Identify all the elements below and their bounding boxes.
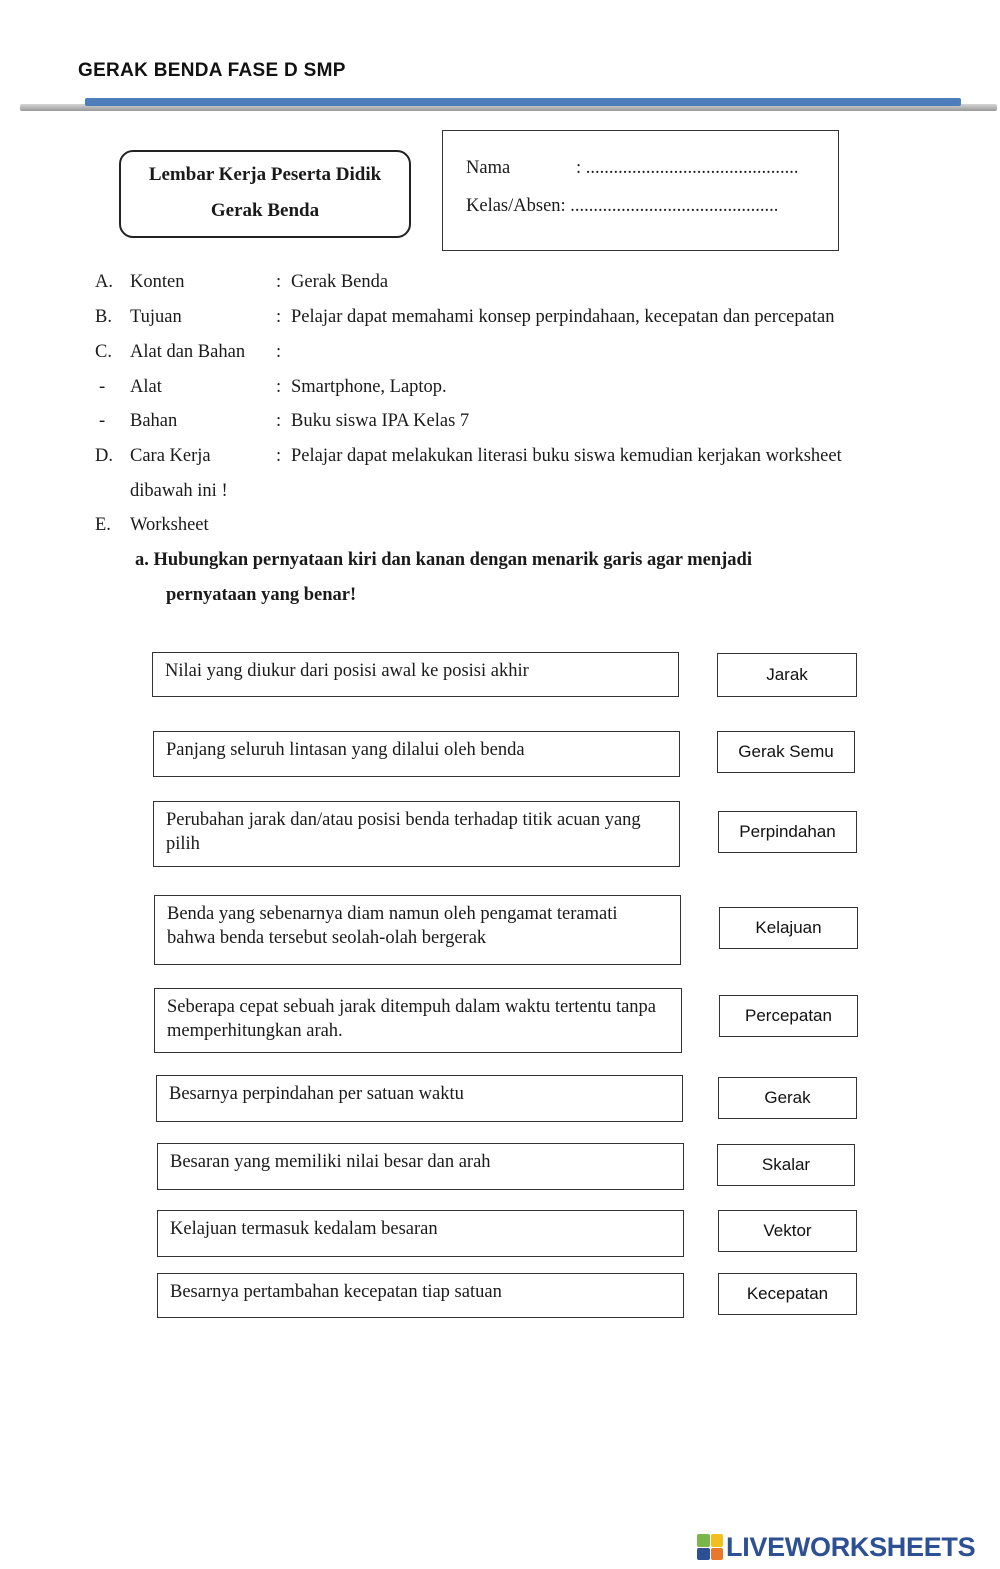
section-value: Gerak Benda (291, 272, 389, 292)
option-kecepatan[interactable]: Kecepatan (718, 1273, 857, 1315)
section-value: Buku siswa IPA Kelas 7 (291, 411, 470, 431)
section-marker: - (99, 411, 106, 431)
statement-box[interactable]: Kelajuan termasuk kedalam besaran (157, 1210, 684, 1257)
class-row (466, 196, 778, 217)
section-colon: : (276, 272, 282, 292)
liveworksheets-logo[interactable] (697, 1530, 975, 1564)
option-perpindahan[interactable]: Perpindahan (718, 811, 857, 853)
option-skalar[interactable]: Skalar (717, 1144, 855, 1186)
name-row (466, 158, 799, 179)
liveworksheets-logo-icon (697, 1534, 723, 1560)
section-key: Bahan (130, 411, 178, 431)
option-percepatan[interactable]: Percepatan (719, 995, 858, 1037)
logo-tile (711, 1548, 724, 1561)
section-colon: : (276, 307, 282, 327)
option-gerak-semu[interactable]: Gerak Semu (717, 731, 855, 773)
section-colon: : (276, 377, 282, 397)
section-key: Alat (130, 377, 162, 397)
section-marker: - (99, 377, 106, 397)
section-marker: E. (95, 515, 111, 535)
statement-box[interactable]: Besarnya perpindahan per satuan waktu (156, 1075, 683, 1122)
worksheet-title-line1: Lembar Kerja Peserta Didik (148, 164, 382, 185)
option-jarak[interactable]: Jarak (717, 653, 857, 697)
section-value: Pelajar dapat melakukan literasi buku siswa kemudian kerjakan worksheet (291, 446, 842, 466)
section-colon: : (276, 411, 282, 431)
header-divider (85, 98, 961, 106)
section-marker: C. (95, 342, 112, 362)
name-label: Nama (466, 158, 511, 178)
statement-box[interactable]: Panjang seluruh lintasan yang dilalui oleh benda (153, 731, 680, 777)
section-key: Cara Kerja (130, 446, 211, 466)
section-colon: : (276, 446, 282, 466)
worksheet-title-box (119, 150, 411, 238)
student-identity-box (442, 130, 839, 251)
statement-box[interactable]: Benda yang sebenarnya diam namun oleh pengamat teramati bahwa benda tersebut seolah-olah bergerak (154, 895, 681, 965)
option-gerak[interactable]: Gerak (718, 1077, 857, 1119)
section-key: Worksheet (130, 515, 209, 535)
section-key: Konten (130, 272, 185, 292)
section-marker: D. (95, 446, 113, 466)
worksheet-title-line2: Gerak Benda (210, 200, 320, 221)
logo-tile (697, 1534, 710, 1547)
statement-box[interactable]: Perubahan jarak dan/atau posisi benda terhadap titik acuan yang pilih (153, 801, 680, 867)
instruction-line1: a. Hubungkan pernyataan kiri dan kanan dengan menarik garis agar menjadi (135, 550, 752, 570)
option-vektor[interactable]: Vektor (718, 1210, 857, 1252)
section-key: Tujuan (130, 307, 182, 327)
class-field[interactable]: : ............................................. (560, 196, 779, 216)
option-kelajuan[interactable]: Kelajuan (719, 907, 858, 949)
section-value: Smartphone, Laptop. (291, 377, 447, 397)
logo-text: LIVEWORKSHEETS (726, 1531, 976, 1562)
section-marker: A. (95, 272, 113, 292)
statement-box[interactable]: Besarnya pertambahan kecepatan tiap satuan (157, 1273, 684, 1318)
statement-box[interactable]: Nilai yang diukur dari posisi awal ke posisi akhir (152, 652, 679, 697)
section-colon: : (276, 342, 282, 362)
class-label: Kelas/Absen (466, 196, 561, 216)
name-field[interactable]: : .............................................. (576, 158, 799, 178)
logo-tile (711, 1534, 724, 1547)
page-title: GERAK BENDA FASE D SMP (78, 60, 346, 81)
instruction-line2: pernyataan yang benar! (166, 585, 357, 605)
statement-box[interactable]: Seberapa cepat sebuah jarak ditempuh dalam waktu tertentu tanpa memperhitungkan arah. (154, 988, 682, 1053)
section-marker: B. (95, 307, 112, 327)
statement-box[interactable]: Besaran yang memiliki nilai besar dan arah (157, 1143, 684, 1190)
section-key: dibawah ini ! (130, 481, 228, 501)
logo-tile (697, 1548, 710, 1561)
section-key: Alat dan Bahan (130, 342, 246, 362)
section-value: Pelajar dapat memahami konsep perpindahaan, kecepatan dan percepatan (291, 307, 835, 327)
